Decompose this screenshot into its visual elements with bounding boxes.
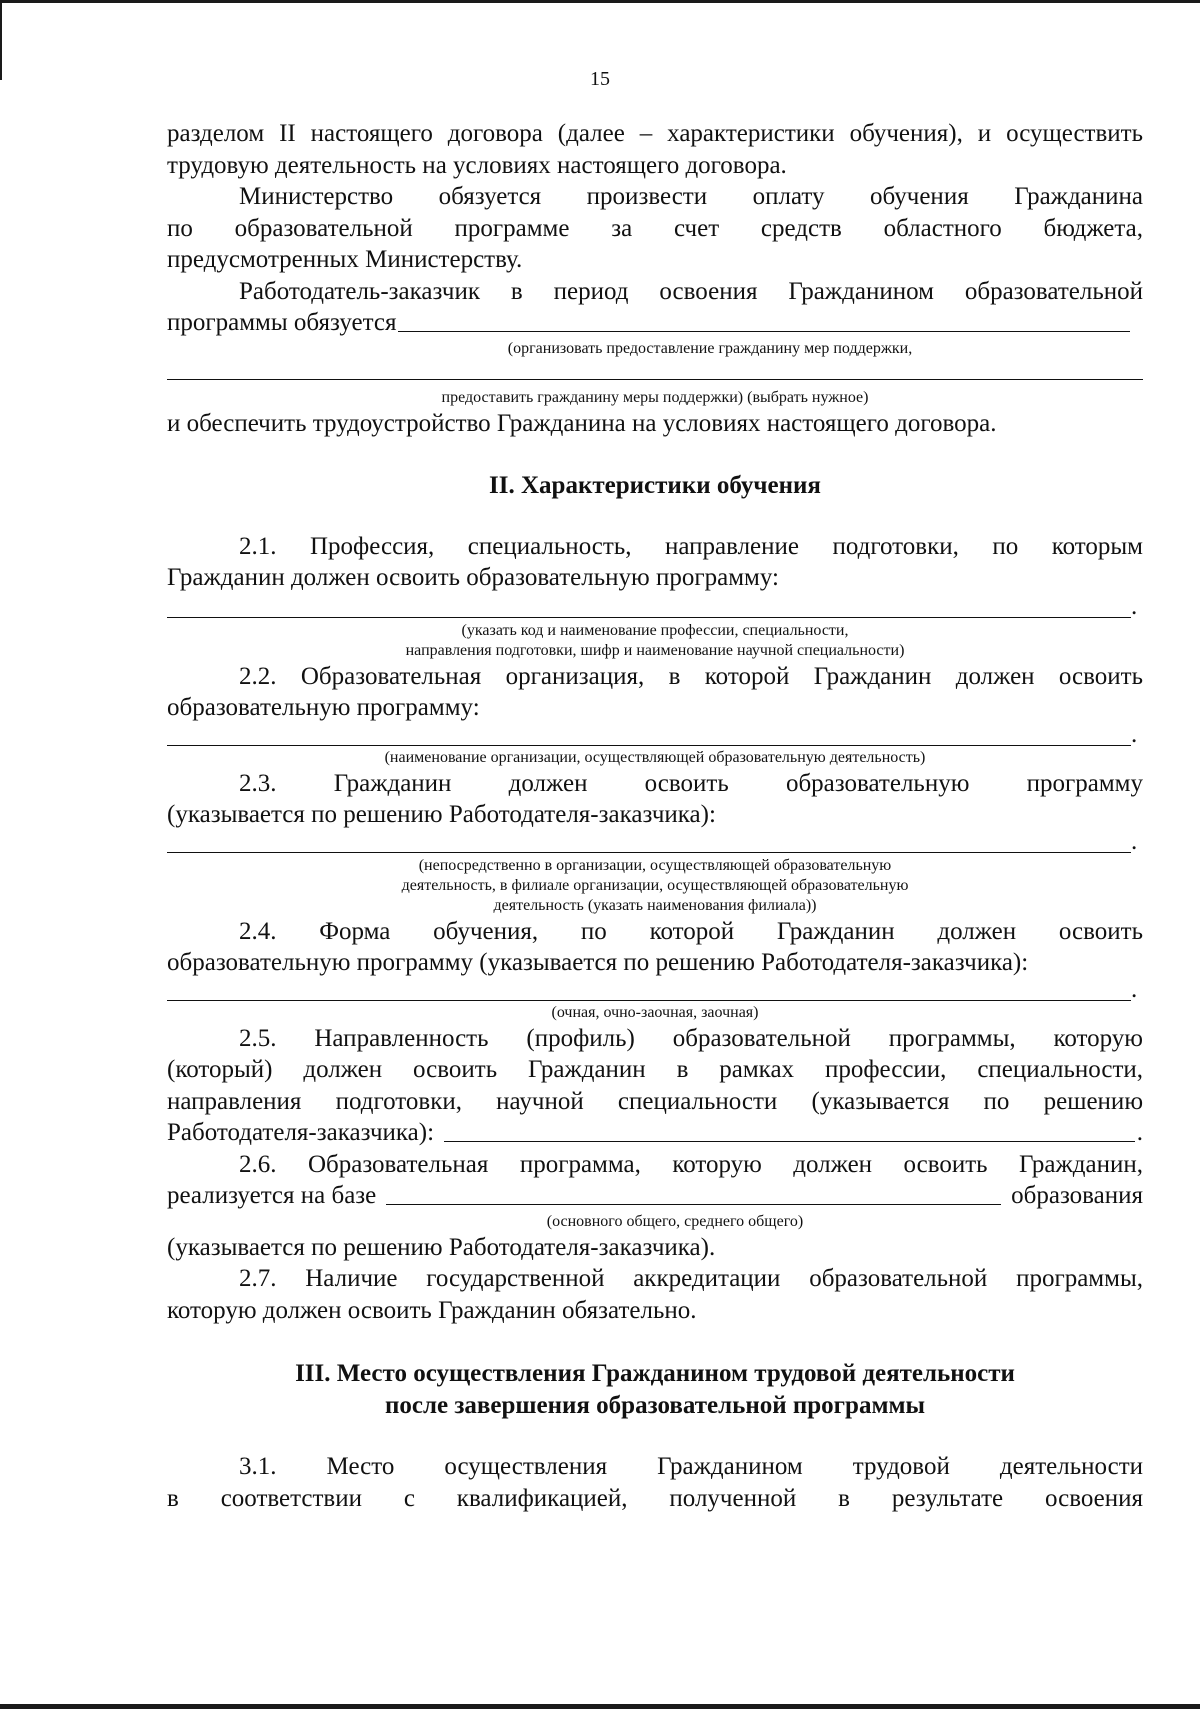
study-form-field-row xyxy=(167,975,1143,1003)
profile-field[interactable] xyxy=(444,1121,1135,1142)
paragraph-2-1-line-2: Гражданин должен освоить образовательную программу: xyxy=(167,564,779,591)
caption-2-4: (очная, очно-заочная, заочная) xyxy=(551,1003,759,1021)
caption-support-1: (организовать предоставление гражданину мер поддержки, xyxy=(507,339,913,357)
paragraph-intro-line-2: трудовую деятельность на условиях настоящего договора. xyxy=(167,151,787,179)
paragraph-2-5-line-2: (который) должен освоить Гражданин в рамках профессии, специальности, xyxy=(167,1056,1143,1083)
organization-field[interactable] xyxy=(167,731,1131,746)
section-heading-3-line-1: III. Место осуществления Гражданином трудовой деятельности xyxy=(295,1360,1015,1387)
study-form-field-dot: . xyxy=(1131,975,1138,1003)
paragraph-2-4-line-2: образовательную программу (указывается по решению Работодателя-заказчика): xyxy=(167,949,1029,976)
paragraph-3-1-line-2: в соответствии с квалификацией, полученной в результате освоения xyxy=(167,1484,1143,1512)
document-body xyxy=(167,118,1143,1514)
paragraph-2-6-line-3: (указывается по решению Работодателя-заказчика). xyxy=(167,1233,716,1261)
education-base-field[interactable] xyxy=(386,1184,1001,1205)
study-place-field-row xyxy=(167,827,1143,855)
study-form-field[interactable] xyxy=(167,986,1131,1001)
paragraph-2-3-line-2: (указывается по решению Работодателя-заказчика): xyxy=(167,801,716,828)
caption-2-3-line-1: (непосредственно в организации, осуществляющей образовательную xyxy=(418,856,892,874)
paragraph-2-5-line-3: направления подготовки, научной специальности (указывается по решению xyxy=(167,1087,1143,1115)
paragraph-2-4-line-1: 2.4. Форма обучения, по которой Гражданин должен освоить xyxy=(239,917,1143,945)
caption-2-2: (наименование организации, осуществляющей образовательную деятельность) xyxy=(384,748,926,766)
organization-field-dot: . xyxy=(1131,720,1138,748)
paragraph-employer-line-2: программы обязуется xyxy=(167,309,397,336)
paragraph-2-1-line-1: 2.1. Профессия, специальность, направление подготовки, по которым xyxy=(239,532,1143,560)
caption-support-2: предоставить гражданину меры поддержки) (выбрать нужное) xyxy=(441,388,869,406)
employer-obligation-row xyxy=(167,307,1132,339)
profile-field-row xyxy=(167,1117,1143,1149)
scan-border-top xyxy=(0,0,1200,3)
paragraph-2-2-line-2: образовательную программу: xyxy=(167,694,480,721)
paragraph-2-5-line-4: Работодателя-заказчика): xyxy=(167,1119,435,1146)
paragraph-employment: и обеспечить трудоустройство Гражданина на условиях настоящего договора. xyxy=(167,409,997,437)
profession-field-dot: . xyxy=(1131,592,1138,620)
paragraph-2-2-line-1: 2.2. Образовательная организация, в которой Гражданин должен освоить xyxy=(239,662,1143,690)
study-place-field[interactable] xyxy=(167,838,1131,853)
section-heading-2: II. Характеристики обучения xyxy=(489,472,821,499)
paragraph-2-6-line-2-left: реализуется на базе xyxy=(167,1182,377,1209)
section-heading-3-line-2: после завершения образовательной программы xyxy=(384,1391,926,1419)
paragraph-2-7-line-1: 2.7. Наличие государственной аккредитации образовательной программы, xyxy=(239,1265,1143,1292)
caption-2-6: (основного общего, среднего общего) xyxy=(546,1212,804,1230)
paragraph-ministry-line-2: по образовательной программе за счет средств областного бюджета, xyxy=(167,214,1143,242)
page-number: 15 xyxy=(590,68,610,90)
support-measures-field[interactable] xyxy=(398,311,1130,332)
caption-2-1-line-1: (указать код и наименование профессии, специальности, xyxy=(461,621,849,639)
caption-2-3-line-3: деятельность (указать наименования филиала)) xyxy=(493,896,817,914)
paragraph-ministry-line-1: Министерство обязуется произвести оплату обучения Гражданина xyxy=(239,183,1143,210)
caption-2-1-line-2: направления подготовки, шифр и наименование научной специальности) xyxy=(405,641,905,659)
paragraph-2-6-line-2-right: образования xyxy=(1011,1182,1143,1209)
profile-field-dot: . xyxy=(1136,1119,1143,1146)
caption-2-3-line-2: деятельность, в филиале организации, осуществляющей образовательную xyxy=(401,876,909,894)
study-place-field-dot: . xyxy=(1131,827,1138,855)
profession-field[interactable] xyxy=(167,603,1131,618)
support-measures-field-2[interactable] xyxy=(167,357,1143,380)
paragraph-intro-line-1: разделом II настоящего договора (далее – характеристики обучения), и осуществить xyxy=(167,120,1143,147)
scan-border-bottom xyxy=(0,1704,1200,1709)
paragraph-ministry-line-3: предусмотренных Министерству. xyxy=(167,246,523,273)
paragraph-2-3-line-1: 2.3. Гражданин должен освоить образовательную программу xyxy=(239,769,1143,797)
organization-field-row xyxy=(167,720,1143,748)
education-base-row xyxy=(167,1180,1143,1212)
profession-field-row xyxy=(167,592,1143,620)
paragraph-2-7-line-2: которую должен освоить Гражданин обязательно. xyxy=(167,1296,697,1324)
paragraph-2-6-line-1: 2.6. Образовательная программа, которую должен освоить Гражданин, xyxy=(239,1150,1143,1178)
paragraph-2-5-line-1: 2.5. Направленность (профиль) образовательной программы, которую xyxy=(239,1024,1143,1052)
paragraph-employer-line-1: Работодатель-заказчик в период освоения Гражданином образовательной xyxy=(239,277,1143,305)
paragraph-3-1-line-1: 3.1. Место осуществления Гражданином трудовой деятельности xyxy=(239,1453,1143,1480)
